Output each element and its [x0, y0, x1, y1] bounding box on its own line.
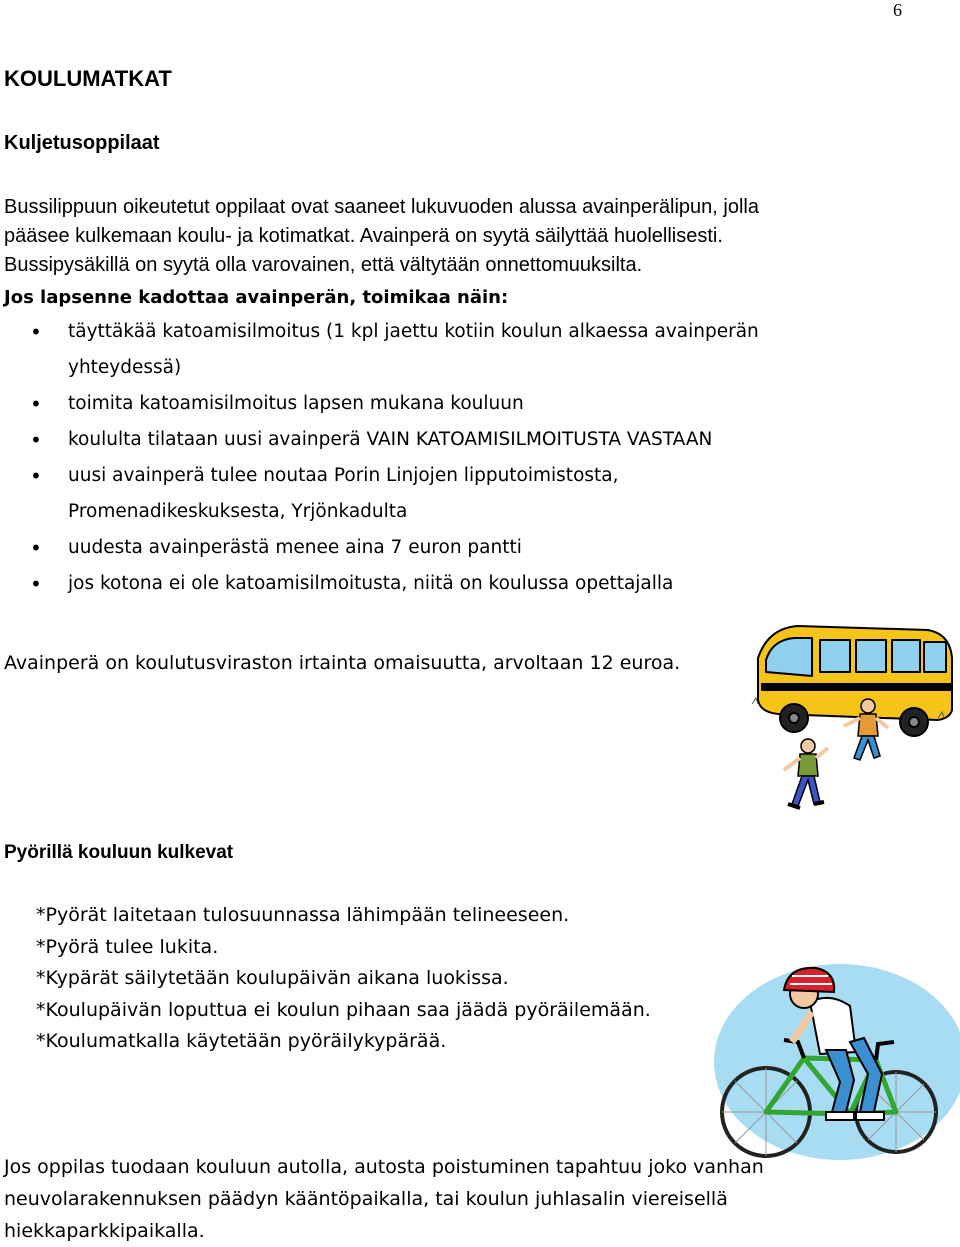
car-dropoff-paragraph: [4, 1151, 764, 1247]
list-item: *Pyörä tulee lukita.: [36, 935, 219, 958]
intro-paragraph: [4, 193, 759, 280]
cyclist-clipart: [700, 962, 960, 1162]
bike-rules: [36, 900, 651, 1058]
school-bus-clipart: [738, 618, 960, 826]
page-number: 6: [893, 0, 902, 20]
list-item: • jos kotona ei ole katoamisilmoitusta, niitä on koulussa opettajalla: [28, 566, 908, 602]
car-line: neuvolarakennuksen päädyn kääntöpaikalla, tai koulun juhlasalin viereisellä: [4, 1188, 728, 1210]
list-item: • toimita katoamisilmoitus lapsen mukana kouluun: [28, 386, 908, 422]
section-heading-bikes: Pyörillä kouluun kulkevat: [4, 842, 234, 863]
list-item: *Kypärät säilytetään koulupäivän aikana luokissa.: [36, 967, 509, 989]
list-item: • täyttäkää katoamisilmoitus (1 kpl jaettu kotiin koulun alkaessa avainperän yhteydessä): [28, 314, 908, 386]
section-heading-transport: Kuljetusoppilaat: [4, 132, 160, 154]
page-title: KOULUMATKAT: [4, 66, 172, 91]
list-item: • koululta tilataan uusi avainperä VAIN KATOAMISILMOITUSTA VASTAAN: [28, 422, 908, 458]
list-item: • uudesta avainperästä menee aina 7 euron pantti: [28, 530, 908, 566]
intro-line: pääsee kulkemaan koulu- ja kotimatkat. Avainperä on syytä säilyttää huolellisesti.: [4, 225, 723, 247]
lost-ticket-heading: Jos lapsenne kadottaa avainperän, toimikaa näin:: [4, 287, 509, 308]
car-line: hiekkaparkkipaikalla.: [4, 1220, 205, 1242]
lost-ticket-steps: [28, 314, 908, 602]
ownership-note: Avainperä on koulutusviraston irtainta omaisuutta, arvoltaan 12 euroa.: [4, 652, 681, 674]
intro-line: Bussilippuun oikeutetut oppilaat ovat saaneet lukuvuoden alussa avainperälipun, jolla: [4, 196, 759, 218]
car-line: Jos oppilas tuodaan kouluun autolla, autosta poistuminen tapahtuu joko vanhan: [4, 1156, 764, 1178]
list-item: • uusi avainperä tulee noutaa Porin Linjojen lipputoimistosta, Promenadikeskuksesta, Yrjönkadulta: [28, 458, 908, 530]
list-item: *Pyörät laitetaan tulosuunnassa lähimpään telineeseen.: [36, 904, 570, 926]
list-item: *Koulumatkalla käytetään pyöräilykypärää.: [36, 1030, 447, 1052]
intro-line: Bussipysäkillä on syytä olla varovainen, että vältytään onnettomuuksilta.: [4, 254, 643, 276]
list-item: *Koulupäivän loputtua ei koulun pihaan saa jäädä pyöräilemään.: [36, 998, 651, 1021]
